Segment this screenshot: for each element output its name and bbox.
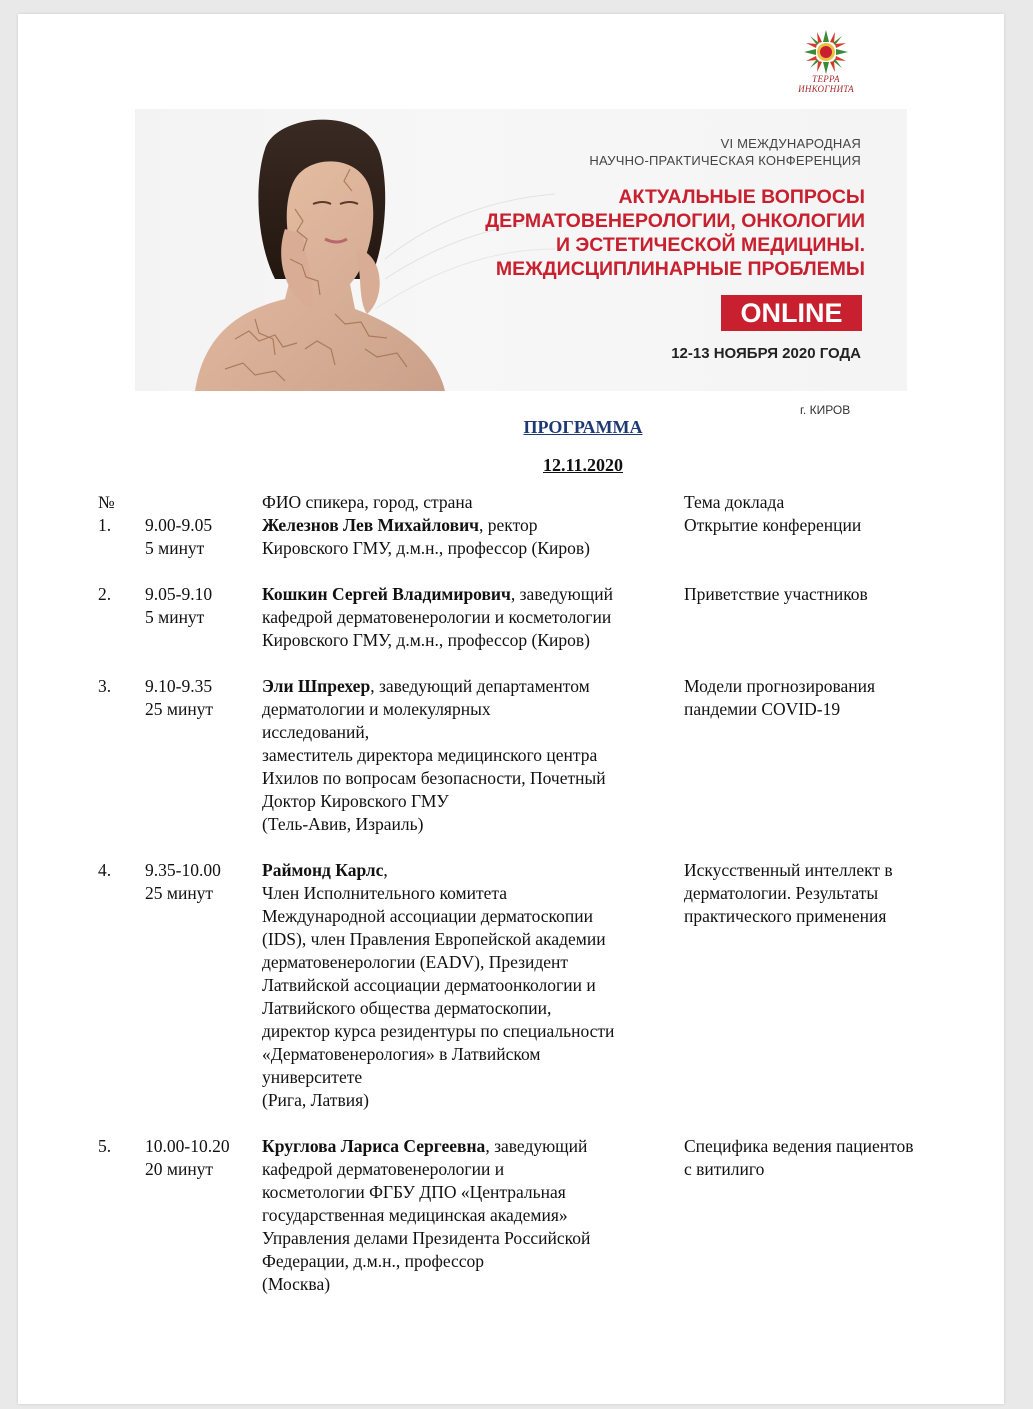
logo-text-1: ТЕРРА bbox=[812, 74, 840, 84]
time-range: 9.05-9.10 bbox=[145, 584, 213, 604]
speaker-detail-line: (Москва) bbox=[262, 1274, 331, 1294]
speaker-detail-line: Латвийского общества дерматоскопии, bbox=[262, 998, 552, 1018]
table-row bbox=[18, 859, 1004, 1135]
speaker-detail-line: государственная медицинская академия» bbox=[262, 1205, 568, 1225]
row-time bbox=[145, 1135, 255, 1181]
speaker-detail-line: Член Исполнительного комитета bbox=[262, 883, 507, 903]
speaker-detail-line: директор курса резидентуры по специальности bbox=[262, 1021, 615, 1041]
topic-line: пандемии COVID-19 bbox=[684, 699, 841, 719]
banner-title-line: АКТУАЛЬНЫЕ ВОПРОСЫ bbox=[618, 186, 865, 208]
speaker-detail-line: Ихилов по вопросам безопасности, Почетный bbox=[262, 768, 606, 788]
speaker-first-line bbox=[262, 675, 672, 698]
topic-line: практического применения bbox=[684, 906, 887, 926]
speaker-name: Раймонд Карлс bbox=[262, 860, 384, 880]
speaker-detail-line: (IDS), член Правления Европейской академии bbox=[262, 929, 606, 949]
topic-line: Приветствие участников bbox=[684, 584, 868, 604]
topic-line: Специфика ведения пациентов bbox=[684, 1136, 914, 1156]
banner-subtitle-line: VI МЕЖДУНАРОДНАЯ bbox=[720, 136, 861, 151]
program-table bbox=[18, 491, 1004, 1296]
speaker-detail-line: дерматовенерологии (EADV), Президент bbox=[262, 952, 569, 972]
time-duration: 5 минут bbox=[145, 607, 205, 627]
topic-line: с витилиго bbox=[684, 1159, 765, 1179]
table-row bbox=[18, 514, 1004, 583]
speaker-detail-line: Управления делами Президента Российской bbox=[262, 1228, 591, 1248]
row-speaker bbox=[262, 675, 672, 836]
row-topic bbox=[684, 859, 984, 928]
speaker-detail-line: косметологии ФГБУ ДПО «Центральная bbox=[262, 1182, 566, 1202]
program-rows bbox=[18, 514, 1004, 1296]
logo-text-2: ИНКОГНИТА bbox=[798, 84, 854, 94]
banner-title-line: ДЕРМАТОВЕНЕРОЛОГИИ, ОНКОЛОГИИ bbox=[485, 210, 865, 232]
time-duration: 5 минут bbox=[145, 538, 205, 558]
time-duration: 25 минут bbox=[145, 699, 214, 719]
time-duration: 20 минут bbox=[145, 1159, 214, 1179]
time-range: 9.35-10.00 bbox=[145, 860, 221, 880]
speaker-detail-line: Латвийской ассоциации дерматоонкологии и bbox=[262, 975, 596, 995]
row-number: 1. bbox=[98, 515, 112, 535]
program-title: ПРОГРАММА bbox=[523, 417, 643, 437]
speaker-first-line bbox=[262, 514, 672, 537]
speaker-detail-line: исследований, bbox=[262, 722, 370, 742]
topic-line: дерматологии. Результаты bbox=[684, 883, 879, 903]
row-number: 2. bbox=[98, 584, 112, 604]
row-speaker bbox=[262, 1135, 672, 1296]
time-range: 9.00-9.05 bbox=[145, 515, 213, 535]
program-date: 12.11.2020 bbox=[542, 455, 623, 475]
speaker-detail-line: (Тель-Авив, Израиль) bbox=[262, 814, 424, 834]
row-time bbox=[145, 514, 255, 560]
header-num: № bbox=[98, 492, 115, 512]
table-row bbox=[18, 583, 1004, 675]
speaker-title: , ректор bbox=[479, 515, 538, 535]
row-topic bbox=[684, 583, 984, 606]
speaker-detail-line: (Рига, Латвия) bbox=[262, 1090, 369, 1110]
conference-dates: 12-13 НОЯБРЯ 2020 ГОДА bbox=[671, 345, 861, 362]
table-row bbox=[18, 1135, 1004, 1296]
banner-subtitle bbox=[589, 135, 861, 169]
speaker-detail-line: заместитель директора медицинского центра bbox=[262, 745, 598, 765]
speaker-name: Круглова Лариса Сергеевна bbox=[262, 1136, 486, 1156]
banner-title-line: И ЭСТЕТИЧЕСКОЙ МЕДИЦИНЫ. bbox=[555, 234, 865, 256]
speaker-first-line bbox=[262, 859, 672, 882]
speaker-detail-line: кафедрой дерматовенерологии и bbox=[262, 1159, 505, 1179]
speaker-detail-line: дерматологии и молекулярных bbox=[262, 699, 491, 719]
row-time bbox=[145, 583, 255, 629]
banner-title bbox=[485, 185, 865, 281]
row-speaker bbox=[262, 514, 672, 560]
row-time bbox=[145, 859, 255, 905]
speaker-title: , заведующий департаментом bbox=[370, 676, 590, 696]
row-topic bbox=[684, 514, 984, 537]
speaker-first-line bbox=[262, 1135, 672, 1158]
speaker-detail-line: Кировского ГМУ, д.м.н., профессор (Киров) bbox=[262, 538, 590, 558]
row-number: 4. bbox=[98, 860, 112, 880]
speaker-detail-line: Кировского ГМУ, д.м.н., профессор (Киров) bbox=[262, 630, 590, 650]
speaker-title: , bbox=[383, 860, 388, 880]
row-speaker bbox=[262, 859, 672, 1112]
time-range: 9.10-9.35 bbox=[145, 676, 213, 696]
table-header-row bbox=[18, 491, 1004, 514]
speaker-detail-line: Доктор Кировского ГМУ bbox=[262, 791, 449, 811]
speaker-name: Кошкин Сергей Владимирович bbox=[262, 584, 511, 604]
time-range: 10.00-10.20 bbox=[145, 1136, 230, 1156]
terra-incognita-logo bbox=[796, 30, 856, 112]
topic-line: Открытие конференции bbox=[684, 515, 862, 535]
banner-subtitle-line: НАУЧНО-ПРАКТИЧЕСКАЯ КОНФЕРЕНЦИЯ bbox=[589, 153, 861, 168]
online-badge: ONLINE bbox=[721, 295, 862, 331]
speaker-title: , заведующий bbox=[510, 584, 613, 604]
row-time bbox=[145, 675, 255, 721]
header-topic: Тема доклада bbox=[684, 492, 785, 512]
table-row bbox=[18, 675, 1004, 859]
row-topic bbox=[684, 675, 984, 721]
speaker-detail-line: университете bbox=[262, 1067, 363, 1087]
topic-line: Модели прогнозирования bbox=[684, 676, 876, 696]
topic-line: Искусственный интеллект в bbox=[684, 860, 893, 880]
speaker-name: Железнов Лев Михайлович bbox=[262, 515, 480, 535]
document-page bbox=[18, 14, 1004, 1404]
speaker-first-line bbox=[262, 583, 672, 606]
city-label: г. КИРОВ bbox=[800, 403, 851, 417]
banner-title-line: МЕЖДИСЦИПЛИНАРНЫЕ ПРОБЛЕМЫ bbox=[495, 258, 865, 280]
speaker-detail-line: Международной ассоциации дерматоскопии bbox=[262, 906, 594, 926]
speaker-title: , заведующий bbox=[485, 1136, 588, 1156]
row-number: 5. bbox=[98, 1136, 112, 1156]
speaker-name: Эли Шпрехер bbox=[262, 676, 371, 696]
header-speaker: ФИО спикера, город, страна bbox=[262, 492, 473, 512]
row-speaker bbox=[262, 583, 672, 652]
row-topic bbox=[684, 1135, 984, 1181]
speaker-detail-line: «Дерматовенерология» в Латвийском bbox=[262, 1044, 541, 1064]
time-duration: 25 минут bbox=[145, 883, 214, 903]
conference-banner bbox=[135, 109, 907, 391]
speaker-detail-line: кафедрой дерматовенерологии и косметологии bbox=[262, 607, 612, 627]
row-number: 3. bbox=[98, 676, 112, 696]
speaker-detail-line: Федерации, д.м.н., профессор bbox=[262, 1251, 485, 1271]
sun-logo-icon bbox=[804, 30, 848, 74]
